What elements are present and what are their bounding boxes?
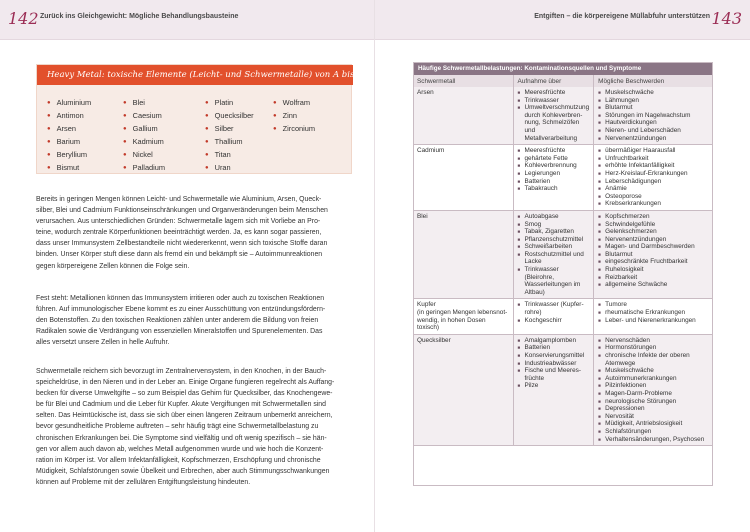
symptoms-cell [594,210,713,299]
element-list-item: ● Blei [123,97,165,110]
element-list-item: ● Titan [205,149,254,162]
source-item: ■ Kochgeschirr [518,317,590,325]
symptom-item: ■ Hautverdickungen [598,119,709,127]
metal-name: Kupfer [417,301,436,309]
sources-cell [513,299,594,334]
source-item: ■ Trinkwasser (Kupfer-rohre) [518,301,590,316]
metal-name: Blei [417,212,428,220]
body-text-line: Schwermetalle reichern sich bevorzugt im Zentralnervensystem, in den Knochen, in der Bauch- [36,368,327,375]
element-list-item: ● Beryllium [47,149,91,162]
source-item: ■ Autoabgase [518,213,590,221]
source-item: ■ Pilze [518,382,590,390]
source-item: ■ Fische und Meeres-früchte [518,367,590,382]
source-item: ■ Tabakrauch [518,185,590,193]
element-list-item: ● Nickel [123,149,165,162]
symptom-item: ■ Lähmungen [598,97,709,105]
metal-name: wendig, in hohen Dosen toxisch) [417,316,486,332]
symptom-item: ■ Müdigkeit, Antriebslosigkeit [598,420,709,428]
symptom-item: ■ erhöhte Infektanfälligkeit [598,162,709,170]
symptom-item: ■ Muskelschwäche [598,89,709,97]
running-head-left: Zurück ins Gleichgewicht: Mögliche Behandlungsbausteine [40,13,239,20]
element-list-item: ● Antimon [47,110,91,123]
column-header-metal: Schwermetall [413,75,513,87]
table-row [413,334,713,445]
symptoms-cell [594,87,713,145]
body-text-line: Bereits in geringen Mengen können Leicht- und Schwermetalle wie Aluminium, Arsen, Queck- [36,196,322,203]
element-list-item: ● Wolfram [273,97,315,110]
symptom-item: ■ Tumore [598,301,709,309]
source-item: ■ Legierungen [518,170,590,178]
body-text-line: selten. Das Heimtückische ist, dass sie sich über einen längeren Zeitraum unbemerkt anreichern, [36,412,333,420]
source-item: ■ Schweißarbeiten [518,243,590,251]
body-text-line: chronischen Erkrankungen bei. Die Symptome sind vielfältig und oft wenig spezifisch – sie hän- [36,434,327,442]
heavy-metal-box [36,64,363,174]
body-text-line: dass unser Immunsystem Zellbestandteile nicht wiedererkennt, wenn sich toxische Stoffe daran [36,240,328,248]
symptom-item: ■ Ruhelosigkeit [598,266,709,274]
body-text-line: binden. Unser Körper stuft diese dann als fremd ein und bekämpft sie – Autoimmunreaktionen [36,251,323,259]
running-head-right: Entgiften – die körpereigene Müllabfuhr unterstützen [534,13,710,20]
heavy-metal-table [413,62,713,446]
symptom-item: ■ Nieren- und Leberschäden [598,127,709,135]
element-list-item: ● Aluminium [47,97,91,110]
symptom-item: ■ Verhaltensänderungen, Psychosen [598,436,709,444]
body-text-line: gen vor allem auch davon ab, welches Metall aufgenommen wurde und wie hoch die Konzent- [36,445,324,453]
symptom-item: ■ Anämie [598,185,709,193]
element-list-item: ● Quecksilber [205,110,254,123]
source-item: ■ Umweltverschmutzung durch Kohleverbren-nung, Schmelzöfen und Metallverarbeitung [518,104,590,142]
element-list-column-1 [47,97,91,175]
source-item: ■ Meeresfrüchte [518,89,590,97]
element-list-column-2 [123,97,165,175]
source-item: ■ Smog [518,221,590,229]
source-item: ■ Konservierungsmittel [518,352,590,360]
metal-name: Quecksilber [417,336,451,344]
symptom-item: ■ Hormonstörungen [598,344,709,352]
element-list-item: ● Platin [205,97,254,110]
heavy-metal-box-title: Heavy Metal: toxische Elemente (Leicht- und Schwermetalle) von A bis Z [37,65,353,85]
symptom-item: ■ Blutarmut [598,104,709,112]
body-text-line: be für Blei und Cadmium und die Leber für Kupfer. Akute Vergiftungen mit Schwermetallen sind [36,401,326,409]
source-item: ■ Rostschutzmittel und Lacke [518,251,590,266]
symptom-item: ■ Nervenentzündungen [598,236,709,244]
body-text-line: alles versetzt unsere Zellen in helle Aufruhr. [36,339,170,347]
symptom-item: ■ Kopfschmerzen [598,213,709,221]
metal-cell [413,210,513,299]
metal-name: Arsen [417,89,434,96]
symptom-item: ■ allgemeine Schwäche [598,281,709,289]
symptoms-cell [594,299,713,334]
symptom-item: ■ Reizbarkeit [598,274,709,282]
body-text-line: speicheldrüse, in den Nieren und in der Leber an. Einige Organe fungieren regelrecht als Auffang- [36,379,335,387]
left-header-bar [0,0,375,40]
source-item: ■ Batterien [518,178,590,186]
symptoms-cell [594,334,713,445]
element-list-item: ● Barium [47,136,91,149]
body-text-line: Müdigkeit, Schlafstörungen sowie Übelkeit und Erbrechen, aber auch Stimmungsschwankungen [36,467,330,475]
table-body [413,87,713,446]
element-list-item: ● Silber [205,123,254,136]
element-list-item: ● Zinn [273,110,315,123]
body-text-line: becken für diverse Umweltgifte – so zum Beispiel das Gehirn für Quecksilber, das Knochengewe- [36,390,333,398]
symptom-item: ■ Nervosität [598,413,709,421]
symptom-item: ■ Leber- und Nierenerkrankungen [598,317,709,325]
column-header-symptoms: Mögliche Beschwerden [594,75,713,87]
metal-cell [413,145,513,211]
element-list-item: ● Gallium [123,123,165,136]
source-item: ■ Amalgamplomben [518,337,590,345]
body-text-line: den Botenstoffen. Zu den toxischen Reaktionen zählen unter anderem die Bildung von freien [36,317,319,325]
body-text-line: können auf Probleme mit der zellulären Entgiftungsleistung hindeuten. [36,478,251,486]
element-list-column-3 [205,97,254,175]
source-item: ■ Industrieabwässer [518,360,590,368]
symptom-item: ■ Nervenentzündungen [598,135,709,143]
symptoms-cell [594,145,713,211]
symptom-item: ■ Osteoporose [598,193,709,201]
symptom-item: ■ Schwindelgefühle [598,221,709,229]
element-list-item: ● Caesium [123,110,165,123]
table-row [413,145,713,211]
symptom-item: ■ rheumatische Erkrankungen [598,309,709,317]
table-row [413,299,713,334]
right-header-bar [375,0,750,40]
sources-cell [513,334,594,445]
symptom-item: ■ Gelenkschmerzen [598,228,709,236]
source-item: ■ Tabak, Zigaretten [518,228,590,236]
source-item: ■ Kohleverbrennung [518,162,590,170]
body-text-line: Radikalen sowie die Verdrängung von essenziellen Mineralstoffen und Spurenelementen. Das [36,328,323,336]
symptom-item: ■ Schlafstörungen [598,428,709,436]
table-caption: Häufige Schwermetallbelastungen: Kontaminationsquellen und Symptome [413,62,713,75]
symptom-item: ■ Magen-Darm-Probleme [598,390,709,398]
table-row [413,87,713,145]
page-number-left: 142 [8,9,39,28]
source-item: ■ Batterien [518,344,590,352]
body-text-line: ration im Körper ist. Vor allem Infektanfälligkeit, Kopfschmerzen, Erschöpfung und chronische [36,456,321,464]
metal-cell [413,334,513,445]
sources-cell [513,210,594,299]
sources-cell [513,87,594,145]
source-item: ■ Trinkwasser (Bleirohre, Wasserleitungen im Altbau) [518,266,590,296]
symptom-item: ■ Unfruchtbarkeit [598,155,709,163]
sources-cell [513,145,594,211]
metal-cell [413,299,513,334]
metal-name: (in geringen Mengen lebensnot- [417,309,508,317]
body-paragraph-2 [36,293,354,348]
source-item: ■ Trinkwasser [518,97,590,105]
column-header-sources: Aufnahme über [513,75,594,87]
body-text-line: silber, Blei und Cadmium Funktionseinschränkungen und Organveränderungen beim Menschen [36,207,328,215]
body-text-line: gegen körpereigene Zellen können die Folge sein. [36,262,190,270]
symptom-item: ■ neurologische Störungen [598,398,709,406]
symptom-item: ■ Depressionen [598,405,709,413]
page-number-right: 143 [711,9,742,28]
element-list-item: ● Uran [205,162,254,175]
body-text-line: verursachen. Aus unterschiedlichen Gründen: Schwermetalle lagern sich mit Vorliebe an Pro- [36,218,321,226]
source-item: ■ gehärtete Fette [518,155,590,163]
symptom-item: ■ Pilzinfektionen [598,382,709,390]
symptom-item: ■ chronische Infekte der oberen Atemwege [598,352,709,367]
element-list-item: ● Bismut [47,162,91,175]
metal-name: Cadmium [417,147,445,155]
symptom-item: ■ Blutarmut [598,251,709,259]
symptom-item: ■ Krebserkrankungen [598,200,709,208]
element-list-item: ● Arsen [47,123,91,136]
body-text-line: führen. Auf immunologischer Ebene kommt es zu einer Ausschüttung von entzündungsfördern- [36,306,326,314]
source-item: ■ Pflanzenschutzmittel [518,236,590,244]
symptom-item: ■ eingeschränkte Fruchtbarkeit [598,258,709,266]
symptom-item: ■ Leberschädigungen [598,178,709,186]
element-list-item: ● Palladium [123,162,165,175]
symptom-item: ■ Nervenschäden [598,337,709,345]
source-item: ■ Meeresfrüchte [518,147,590,155]
symptom-item: ■ Störungen im Nagelwachstum [598,112,709,120]
table-row [413,210,713,299]
body-paragraph-3 [36,366,354,488]
symptom-item: ■ Herz-Kreislauf-Erkrankungen [598,170,709,178]
symptom-item: ■ übermäßiger Haarausfall [598,147,709,155]
symptom-item: ■ Magen- und Darmbeschwerden [598,243,709,251]
body-text-line: Fest steht: Metallionen können das Immunsystem irritieren oder auch zu toxischen Reaktionen [36,295,325,302]
body-text-line: teine, wodurch zentrale Körperfunktionen beeinträchtigt werden. Ja, es kann sogar passieren, [36,229,322,237]
body-text-line: bevor gesundheitliche Probleme auftreten – sehr häufig trägt eine Schwermetallbelastung zu [36,423,319,431]
element-list-item: ● Kadmium [123,136,165,149]
symptom-item: ■ Autoimmunerkrankungen [598,375,709,383]
symptom-item: ■ Muskelschwäche [598,367,709,375]
element-list-item: ● Zirconium [273,123,315,136]
metal-cell [413,87,513,145]
body-paragraph-1 [36,194,354,272]
element-list-item: ● Thallium [205,136,254,149]
element-list-column-4 [273,97,315,136]
